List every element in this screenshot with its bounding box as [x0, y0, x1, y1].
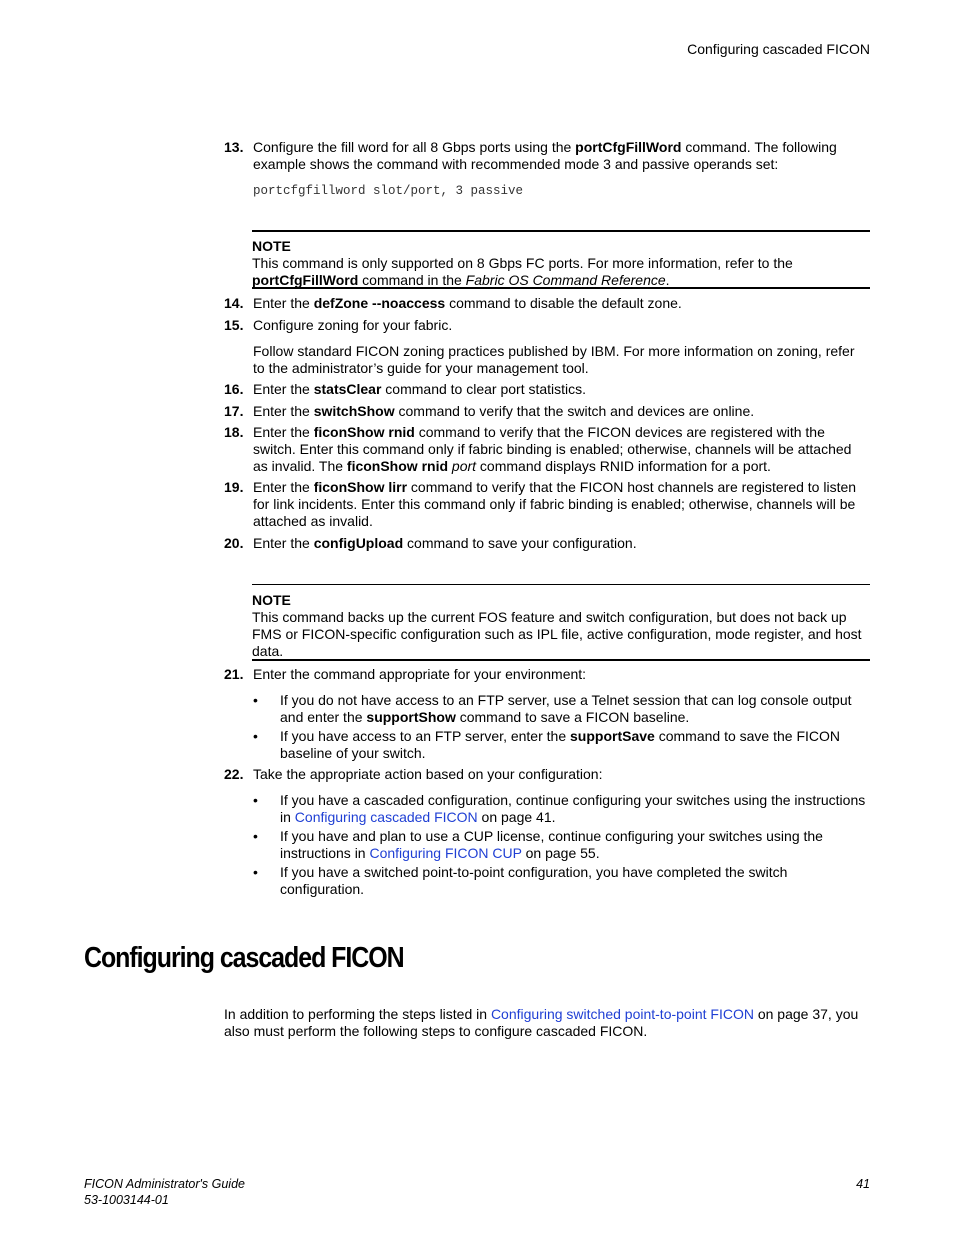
step-text: Enter the ficonShow lirr command to verify that the FICON host channels are registered to listen for link incidents. Enter this command only if fabric binding is enabled; otherwise, channels will be attached as invalid. [253, 479, 857, 529]
note-title: NOTE [252, 238, 291, 254]
step-text: Take the appropriate action based on your configuration: [253, 766, 603, 782]
step-number: 17. [224, 403, 244, 419]
footer-page-number: 41 [856, 1177, 870, 1191]
step-number: 15. [224, 317, 244, 333]
note-text: This command is only supported on 8 Gbps FC ports. For more information, refer to the portCfgFillWord command in the Fabric OS Command Reference. [252, 255, 793, 288]
note-box [252, 584, 870, 661]
step-number: 13. [224, 139, 244, 155]
step-number: 21. [224, 666, 244, 682]
step-text: Enter the configUpload command to save your configuration. [253, 535, 637, 551]
step-number: 22. [224, 766, 244, 782]
section-intro: In addition to performing the steps listed in Configuring switched point-to-point FICON on page 37, you also must perform the following steps to configure cascaded FICON. [224, 1006, 859, 1039]
note-title: NOTE [252, 592, 291, 608]
step-number: 20. [224, 535, 244, 551]
running-header: Configuring cascaded FICON [687, 41, 870, 57]
section-heading: Configuring cascaded FICON [84, 942, 404, 974]
bullet-text: If you do not have access to an FTP server, use a Telnet session that can log console output and enter the supportShow command to save a FICON baseline. [280, 692, 852, 725]
bullet-text: If you have a switched point-to-point configuration, you have completed the switch configuration. [280, 864, 788, 897]
note-box [252, 230, 870, 289]
link-configuring-switched-point-to-point-ficon[interactable]: Configuring switched point-to-point FICON [490, 1006, 754, 1022]
step-text: Configure the fill word for all 8 Gbps ports using the portCfgFillWord command. The following example shows the command with recommended mode 3 and passive operands set: [253, 139, 837, 172]
footer-doc-number: 53-1003144-01 [84, 1193, 169, 1207]
bullet-glyph: • [253, 864, 258, 880]
step-text: Enter the statsClear command to clear port statistics. [253, 381, 587, 397]
bullet-glyph: • [253, 728, 258, 744]
bullet-glyph: • [253, 692, 258, 708]
step-text: Enter the command appropriate for your environment: [253, 666, 587, 682]
step-text: Enter the defZone --noaccess command to disable the default zone. [253, 295, 682, 311]
link-configuring-ficon-cup[interactable]: Configuring FICON CUP [369, 845, 522, 861]
bullet-glyph: • [253, 828, 258, 844]
code-example: portcfgfillword slot/port, 3 passive [253, 184, 524, 198]
link-configuring-cascaded-ficon[interactable]: Configuring cascaded FICON [294, 809, 478, 825]
step-text: Enter the switchShow command to verify that the switch and devices are online. [253, 403, 755, 419]
step-subtext: Follow standard FICON zoning practices published by IBM. For more information on zoning, refer to the administrator’s guide for your management tool. [253, 343, 855, 376]
step-number: 19. [224, 479, 244, 495]
step-number: 16. [224, 381, 244, 397]
step-text: Enter the ficonShow rnid command to verify that the FICON devices are registered with the switch. Enter this command only if fabric binding is enabled; otherwise, channels will be attached as invalid. The ficonShow rnid port command displays RNID information for a port. [253, 424, 852, 474]
bullet-text: If you have access to an FTP server, enter the supportSave command to save the FICON baseline of your switch. [280, 728, 841, 761]
step-text: Configure zoning for your fabric. [253, 317, 453, 333]
bullet-text: If you have and plan to use a CUP license, continue configuring your switches using the instructions in Configuring FICON CUP on page 55. [280, 828, 823, 861]
footer-guide-title: FICON Administrator's Guide [84, 1177, 245, 1191]
note-text: This command backs up the current FOS feature and switch configuration, but does not back up FMS or FICON-specific configuration such as IPL file, active configuration, mode register, and host data. [252, 609, 862, 659]
bullet-glyph: • [253, 792, 258, 808]
step-number: 14. [224, 295, 244, 311]
bullet-text: If you have a cascaded configuration, continue configuring your switches using the instructions in Configuring cascaded FICON on page 41. [280, 792, 866, 825]
step-number: 18. [224, 424, 244, 440]
